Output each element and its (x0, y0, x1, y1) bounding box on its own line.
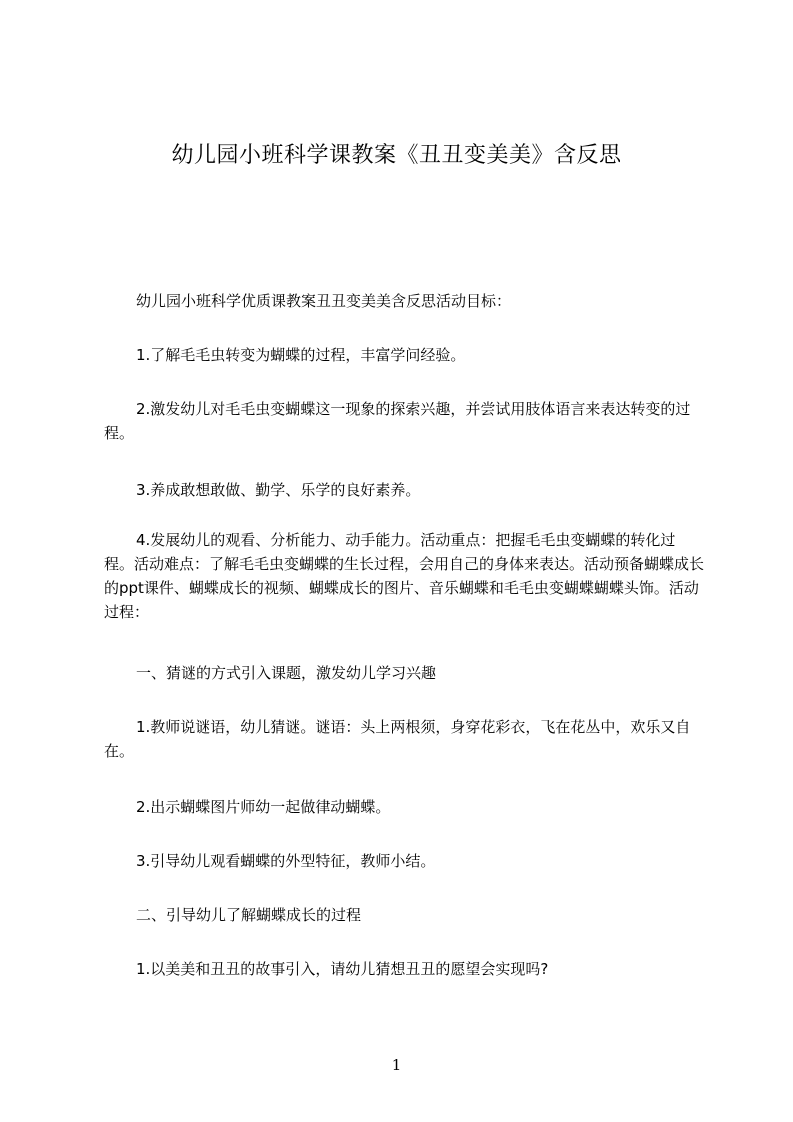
page-number: 1 (391, 1056, 402, 1074)
paragraph-intro: 幼儿园小班科学优质课教案丑丑变美美含反思活动目标： (136, 292, 512, 310)
paragraph-step-1-3: 3.引导幼儿观看蝴蝶的外型特征，教师小结。 (136, 852, 436, 870)
paragraph-step-1-1: 1.教师说谜语，幼儿猜谜。谜语：头上两根须，身穿花彩衣，飞在花丛中，欢乐又自在。 (104, 718, 691, 760)
paragraph-step-2-1: 1.以美美和丑丑的故事引入，请幼儿猜想丑丑的愿望会实现吗? (136, 960, 549, 978)
section-heading-2: 二、引导幼儿了解蝴蝶成长的过程 (136, 906, 362, 924)
paragraph-goal-1: 1.了解毛毛虫转变为蝴蝶的过程，丰富学问经验。 (136, 346, 466, 364)
paragraph-goal-4: 4.发展幼儿的观看、分析能力、动手能力。活动重点：把握毛毛虫变蝴蝶的转化过程。活动难点：了解毛毛虫变蝴蝶的生长过程，会用自己的身体来表达。活动预备蝴蝶成长的ppt课件、蝴蝶成长的视频、蝴蝶成长的图片、音乐蝴蝶和毛毛虫变蝴蝶蝴蝶头饰。活动过程： (104, 531, 705, 621)
paragraph-step-1-2: 2.出示蝴蝶图片师幼一起做律动蝴蝶。 (136, 798, 391, 816)
section-heading-1: 一、猜谜的方式引入课题，激发幼儿学习兴趣 (136, 664, 437, 682)
paragraph-goal-2: 2.激发幼儿对毛毛虫变蝴蝶这一现象的探索兴趣，并尝试用肢体语言来表达转变的过程。 (104, 400, 691, 442)
paragraph-goal-3: 3.养成敢想敢做、勤学、乐学的良好素养。 (136, 481, 421, 499)
document-title: 幼儿园小班科学课教案《丑丑变美美》含反思 (171, 143, 622, 168)
